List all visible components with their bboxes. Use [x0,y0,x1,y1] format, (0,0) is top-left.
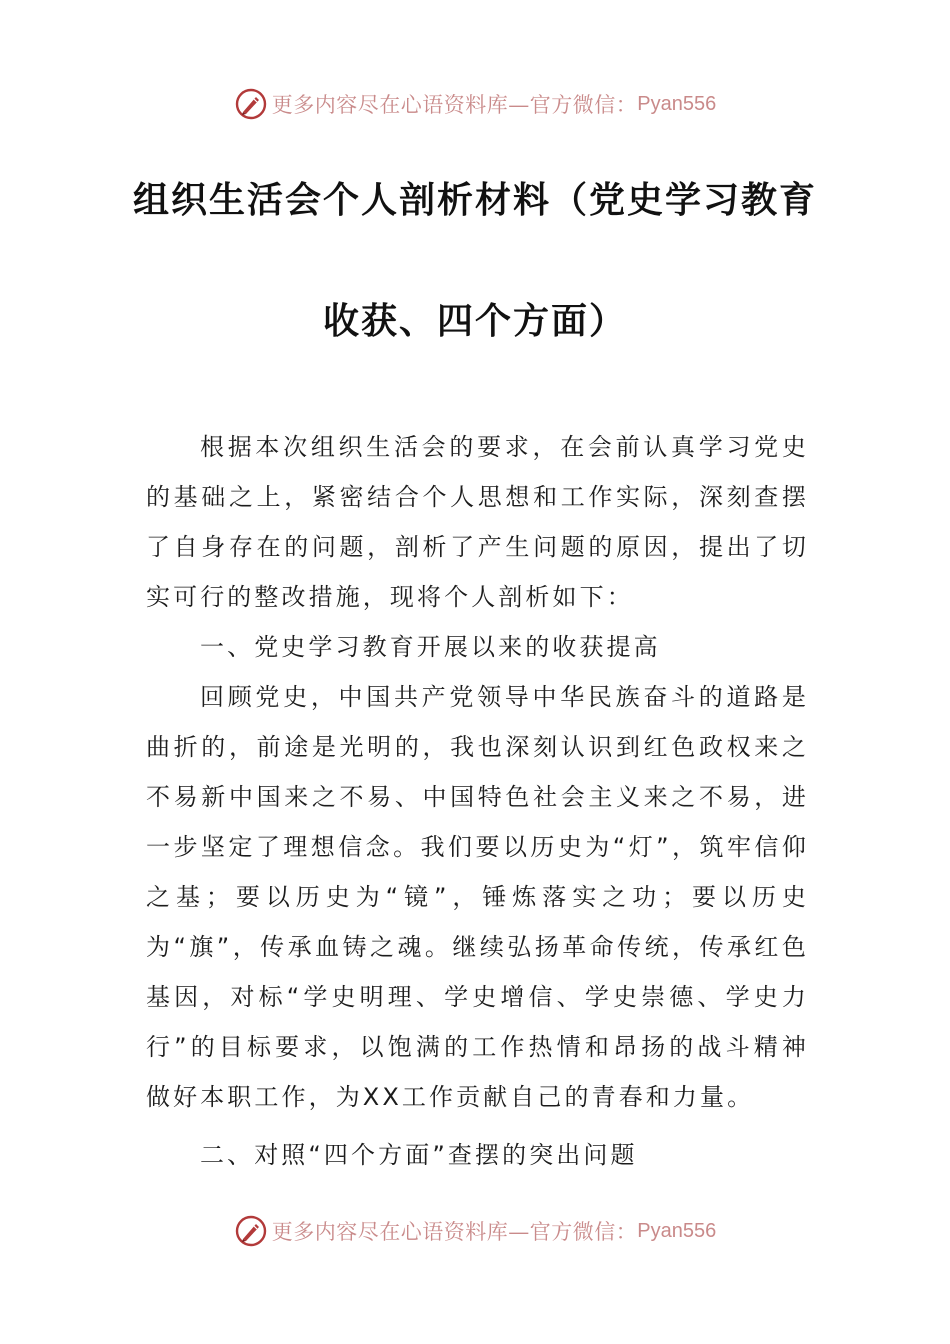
header-watermark [0,82,950,126]
watermark-text: 更多内容尽在心语资料库—官方微信： [271,1220,638,1244]
section-1-heading: 一、党史学习教育开展以来的收获提高 [200,633,661,661]
watermark-wechat-id: Pyan556 [637,92,717,115]
watermark-wechat-id: Pyan556 [637,1219,717,1242]
pen-logo-icon [234,87,268,121]
document-title-line-2: 收获、四个方面） [322,301,627,342]
watermark-text: 更多内容尽在心语资料库—官方微信： [271,93,638,117]
document-body [146,422,809,1180]
section-1-paragraph: 回顾党史，中国共产党领导中华民族奋斗的道路是曲折的，前途是光明的，我也深刻认识到红色政权来之不易新中国来之不易、中国特色社会主义来之不易，进一步坚定了理想信念。我们要以历史为“灯”，筑牢信仰之基；要以历史为“镜”，锤炼落实之功；要以历史为“旗”，传承血铸之魂。继续弘扬革命传统，传承红色基因，对标“学史明理、学史增信、学史崇德、学史力行”的目标要求，以饱满的工作热情和昂扬的战斗精神做好本职工作，为XX工作贡献自己的青春和力量。 [146,683,809,1111]
pen-logo-icon [234,1214,268,1248]
intro-paragraph: 根据本次组织生活会的要求，在会前认真学习党史的基础之上，紧密结合个人思想和工作实际，深刻查摆了自身存在的问题，剖析了产生问题的原因，提出了切实可行的整改措施，现将个人剖析如下： [146,433,809,611]
footer-watermark [0,1209,950,1253]
document-title-line-1: 组织生活会个人剖析材料（党史学习教育 [132,180,817,221]
section-2-heading: 二、对照“四个方面”查摆的突出问题 [200,1141,638,1169]
